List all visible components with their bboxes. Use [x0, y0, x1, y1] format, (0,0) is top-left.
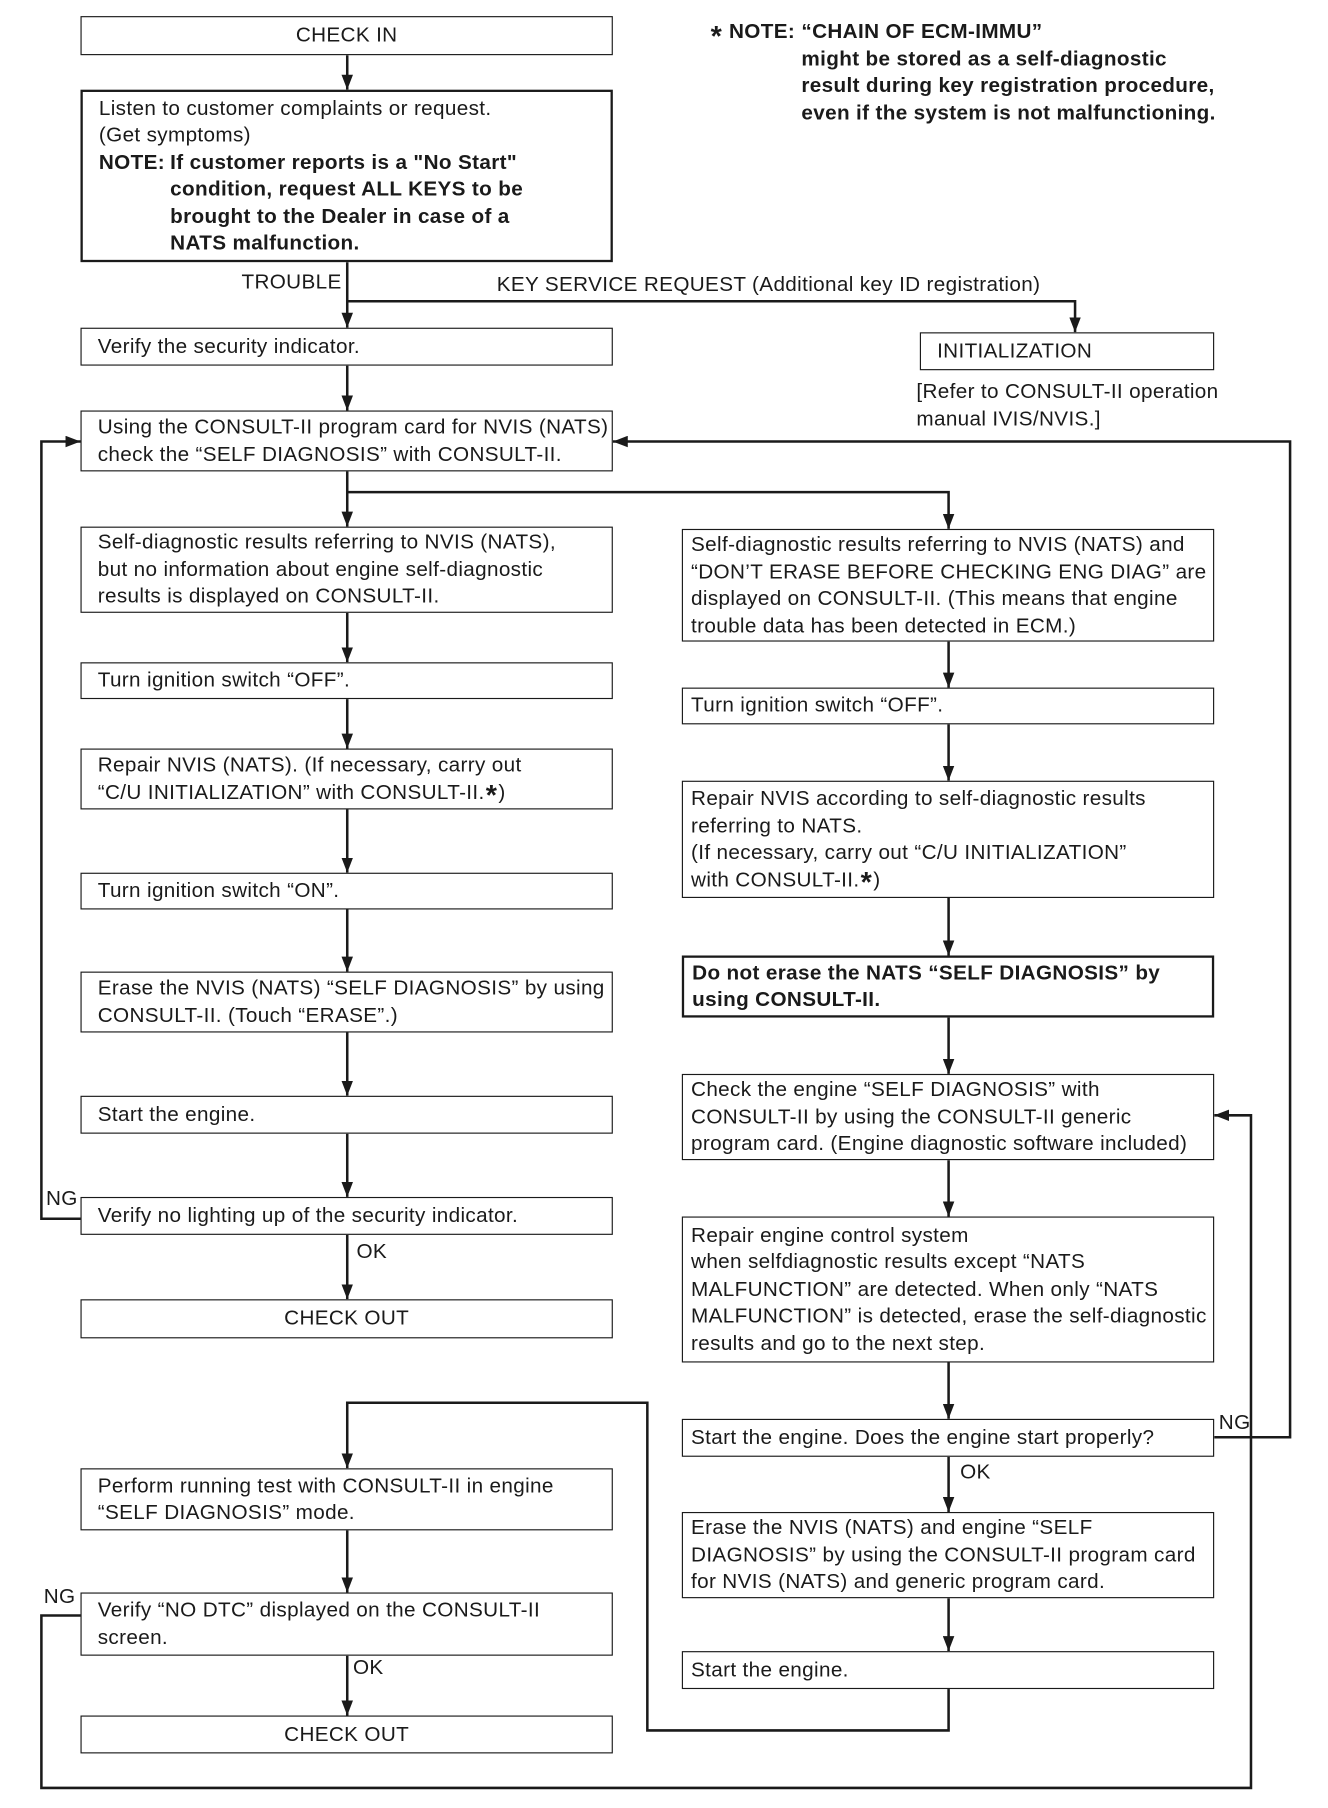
repair-nvis-box	[682, 781, 1214, 898]
step-text-line: “SELF DIAGNOSIS” mode.	[97, 1500, 355, 1524]
note-label: NOTE:	[728, 19, 796, 43]
step-text-line	[691, 866, 1213, 899]
step-text-line: Check the engine “SELF DIAGNOSIS” with	[691, 1077, 1100, 1101]
erase-nvis-and-engine-box	[682, 1512, 1214, 1598]
reference-line: [Refer to CONSULT-II operation	[916, 379, 1219, 403]
step-text-line: for NVIS (NATS) and generic program card.	[691, 1569, 1106, 1593]
step-text-line: results is displayed on CONSULT-II.	[97, 584, 440, 608]
check-in-label: CHECK IN	[295, 23, 398, 47]
note-line: might be stored as a self-diagnostic	[801, 46, 1167, 70]
check-out-box	[80, 1716, 612, 1754]
note-line: If customer reports is a "No Start"	[170, 150, 517, 174]
nats-only-results-box	[80, 527, 612, 613]
note-line: NATS malfunction.	[170, 231, 360, 255]
step-text-line: DIAGNOSIS” by using the CONSULT-II program card	[691, 1542, 1196, 1566]
ignition-off-box	[80, 662, 612, 699]
reference-line: manual IVIS/NVIS.]	[916, 406, 1101, 430]
using-consult-box	[80, 410, 612, 471]
step-text-line: referring to NATS.	[691, 813, 863, 837]
engine-data-results-box	[682, 529, 1214, 642]
chain-ecm-immu-note	[709, 18, 1215, 126]
step-text-line: Erase the NVIS (NATS) and engine “SELF	[691, 1515, 1093, 1539]
key-service-request-label: KEY SERVICE REQUEST (Additional key ID registration)	[496, 272, 1041, 296]
note-line: even if the system is not malfunctioning.	[801, 100, 1216, 124]
step-text-line: Turn ignition switch “ON”.	[97, 878, 340, 902]
start-engine-box	[80, 1096, 612, 1134]
step-text-line: check the “SELF DIAGNOSIS” with CONSULT-II.	[97, 442, 562, 466]
note-reference-asterisk: *	[485, 778, 498, 812]
initialization-label: INITIALIZATION	[937, 338, 1093, 362]
note-line: condition, request ALL KEYS to be	[170, 177, 524, 201]
step-text-line: Listen to customer complaints or request.	[98, 96, 492, 120]
erase-nats-box	[80, 972, 612, 1033]
note-text	[801, 18, 1215, 126]
ng-label: NG	[43, 1584, 76, 1608]
ok-label: OK	[960, 1460, 991, 1484]
initialization-reference	[916, 378, 1218, 432]
verify-no-dtc-box	[80, 1592, 612, 1655]
step-text-line: Erase the NVIS (NATS) “SELF DIAGNOSIS” by using	[97, 976, 605, 1000]
step-text-line: Verify the security indicator.	[97, 334, 361, 358]
ok-label: OK	[352, 1655, 384, 1679]
note-asterisk: *	[710, 20, 723, 53]
step-text-line: Start the engine. Does the engine start properly?	[691, 1425, 1155, 1449]
step-text-line: Self-diagnostic results referring to NVIS (NATS) and	[691, 532, 1185, 556]
connector-left-ng-loop	[41, 442, 80, 1219]
no-start-note-label: NOTE:	[98, 150, 165, 174]
step-text-line: Repair NVIS according to self-diagnostic results	[691, 786, 1146, 810]
initialization-box	[920, 332, 1214, 370]
ng-label: NG	[1218, 1410, 1251, 1434]
do-not-erase-box	[682, 955, 1214, 1017]
check-in-box	[80, 16, 612, 55]
trouble-label: TROUBLE	[241, 270, 342, 294]
note-line: result during key registration procedure,	[801, 73, 1215, 97]
ignition-off-box	[682, 688, 1214, 725]
step-text-line: program card. (Engine diagnostic software included)	[691, 1131, 1188, 1155]
step-text-line: Repair NVIS (NATS). (If necessary, carry out	[97, 753, 522, 777]
step-text-line: screen.	[97, 1625, 169, 1649]
check-out-label: CHECK OUT	[284, 1722, 410, 1746]
check-engine-diagnosis-box	[682, 1074, 1214, 1160]
step-text-line: (If necessary, carry out “C/U INITIALIZATION”	[691, 840, 1127, 864]
note-reference-asterisk: *	[860, 866, 873, 899]
step-text-line: Turn ignition switch “OFF”.	[97, 668, 351, 692]
no-start-note-text	[170, 149, 523, 257]
repair-engine-control-box	[682, 1216, 1214, 1362]
ng-label: NG	[45, 1186, 78, 1210]
step-text: )	[873, 867, 881, 891]
no-start-note	[99, 149, 611, 257]
ok-label: OK	[356, 1239, 388, 1263]
step-text-line: Start the engine.	[691, 1657, 849, 1681]
step-text-line: MALFUNCTION” is detected, erase the self-diagnostic	[691, 1304, 1207, 1328]
step-text-line: Self-diagnostic results referring to NVIS (NATS),	[97, 530, 556, 554]
engine-start-check-box	[682, 1419, 1214, 1457]
step-text-line: CONSULT-II. (Touch “ERASE”.)	[97, 1003, 398, 1027]
step-text-line: Start the engine.	[97, 1102, 256, 1126]
step-text-line: Perform running test with CONSULT-II in engine	[97, 1473, 554, 1497]
step-text-line: MALFUNCTION” are detected. When only “NATS	[691, 1277, 1159, 1301]
check-out-label: CHECK OUT	[284, 1306, 410, 1330]
connector-using-to-right-branch	[347, 492, 948, 529]
step-text-line: but no information about engine self-diagnostic	[97, 557, 544, 581]
step-text-line: results and go to the next step.	[691, 1331, 986, 1355]
step-text-line: Verify “NO DTC” displayed on the CONSULT-II	[97, 1598, 541, 1622]
step-text-line: when selfdiagnostic results except “NATS	[691, 1250, 1086, 1274]
check-out-box	[80, 1299, 612, 1338]
step-text-line: Turn ignition switch “OFF”.	[691, 693, 944, 717]
ignition-on-box	[80, 873, 612, 910]
step-text-line: trouble data has been detected in ECM.)	[691, 613, 1077, 637]
step-text-line: Verify no lighting up of the security indicator.	[97, 1203, 519, 1227]
step-text: )	[498, 780, 506, 804]
note-line: brought to the Dealer in case of a	[170, 204, 510, 228]
start-engine-box	[682, 1651, 1214, 1689]
step-text: “C/U INITIALIZATION” with CONSULT-II.	[97, 780, 485, 804]
step-text-line: Using the CONSULT-II program card for NVIS (NATS)	[97, 415, 609, 439]
repair-nats-box	[80, 749, 612, 810]
listen-to-customer-box	[80, 90, 612, 262]
step-text-line: using CONSULT-II.	[692, 987, 881, 1011]
note-line: “CHAIN OF ECM-IMMU”	[801, 19, 1043, 43]
verify-security-indicator-box	[80, 328, 612, 366]
step-text-line: “DON’T ERASE BEFORE CHECKING ENG DIAG” are	[691, 559, 1207, 583]
verify-no-lighting-box	[80, 1197, 612, 1235]
step-text-line: (Get symptoms)	[98, 123, 251, 147]
step-text-line: displayed on CONSULT-II. (This means that engine	[691, 586, 1178, 610]
step-text-line: Repair engine control system	[691, 1223, 969, 1247]
step-text-line: Do not erase the NATS “SELF DIAGNOSIS” by	[692, 960, 1161, 984]
step-text: with CONSULT-II.	[691, 867, 860, 891]
step-text-line	[97, 778, 612, 812]
running-test-box	[80, 1468, 612, 1530]
step-text-line: CONSULT-II by using the CONSULT-II generic	[691, 1104, 1132, 1128]
